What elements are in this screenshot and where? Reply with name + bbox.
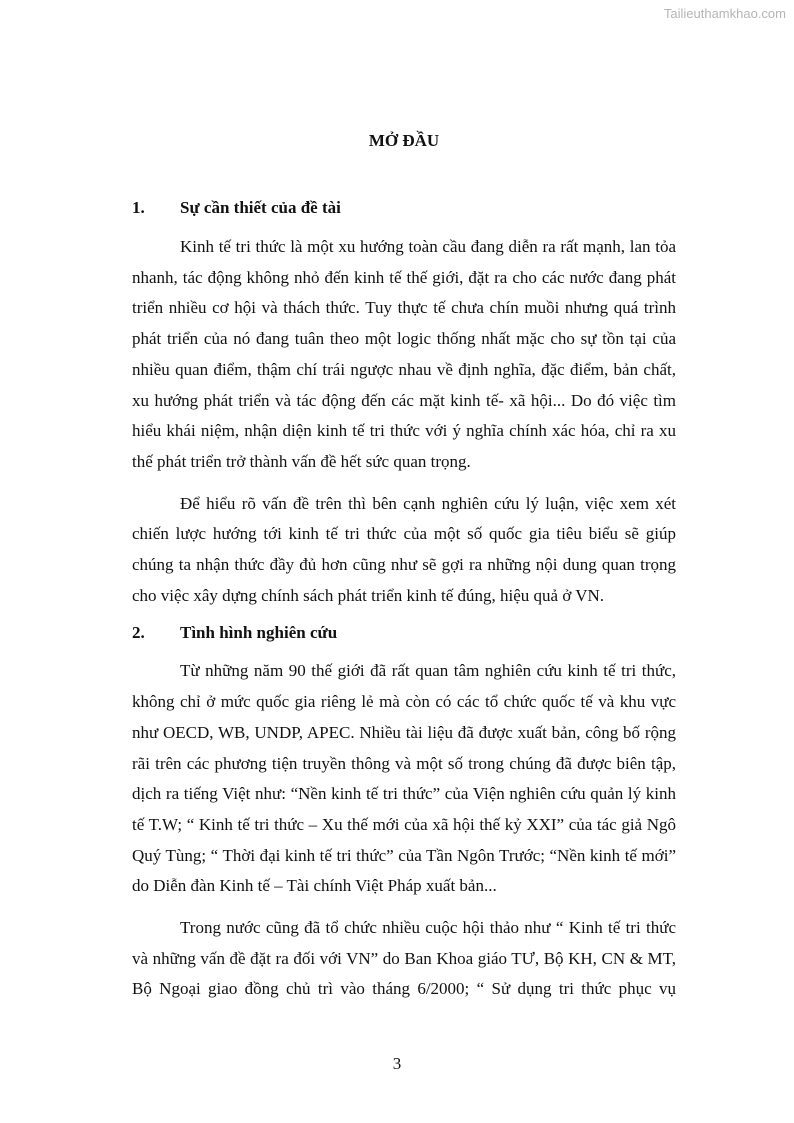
paragraph: Trong nước cũng đã tổ chức nhiều cuộc hội thảo như “ Kinh tế tri thức và những vấn đề đặt ra đối với VN” do Ban Khoa giáo TƯ, Bộ KH, CN & MT, Bộ Ngoại giao đồng chủ trì vào tháng 6/2000; “ Sử dụng tri thức phục vụ	[132, 918, 676, 999]
section-heading-1	[132, 198, 676, 224]
paragraph: Để hiểu rõ vấn đề trên thì bên cạnh nghiên cứu lý luận, việc xem xét chiến lược hướng tới kinh tế tri thức của một số quốc gia tiêu biểu sẽ giúp chúng ta nhận thức đầy đủ hơn cũng như sẽ gợi ra những nội dung quan trọng cho việc xây dựng chính sách phát triển kinh tế đúng, hiệu quả ở VN.	[132, 493, 676, 605]
paragraph: Từ những năm 90 thế giới đã rất quan tâm nghiên cứu kinh tế tri thức, không chỉ ở mức quốc gia riêng lẻ mà còn có các tổ chức quốc tế và khu vực như OECD, WB, UNDP, APEC. Nhiều tài liệu đã được xuất bản, công bố rộng rãi trên các phương tiện truyền thông và một số trong chúng đã được biên tập, dịch ra tiếng Việt như: “Nền kinh tế tri thức” của Viện nghiên cứu quản lý kinh tế T.W; “ Kinh tế tri thức – Xu thế mới của xã hội thế kỷ XXI” của tác giả Ngô Quý Tùng; “ Thời đại kinh tế tri thức” của Tần Ngôn Trước; “Nền kinh tế mới” do Diễn đàn Kinh tế – Tài chính Việt Pháp xuất bản...	[132, 661, 676, 896]
section-number: 1.	[132, 198, 145, 217]
document-page	[132, 131, 676, 1005]
section-number: 2.	[132, 623, 145, 643]
watermark: Tailieuthamkhao.com	[663, 6, 786, 21]
section-title: Sự cần thiết của đề tài	[180, 198, 341, 217]
document-title: MỞ ĐẦU	[368, 131, 440, 150]
page-number: 3	[392, 1054, 402, 1073]
section-heading-2	[132, 623, 676, 649]
section-title: Tình hình nghiên cứu	[180, 623, 338, 643]
paragraph: Kinh tế tri thức là một xu hướng toàn cầu đang diễn ra rất mạnh, lan tỏa nhanh, tác động không nhỏ đến kinh tế thế giới, đặt ra cho các nước đang phát triển nhiều cơ hội và thách thức. Tuy thực tế chưa chín muồi nhưng quá trình phát triển của nó đang tuân theo một logic thống nhất mặc cho sự tồn tại của nhiều quan điểm, thậm chí trái ngược nhau về định nghĩa, đặc điểm, bản chất, xu hướng phát triển và tác động đến các mặt kinh tế- xã hội... Do đó việc tìm hiểu khái niệm, nhận diện kinh tế tri thức với ý nghĩa chính xác hóa, chỉ ra xu thế phát triển trở thành vấn đề hết sức quan trọng.	[132, 237, 676, 471]
